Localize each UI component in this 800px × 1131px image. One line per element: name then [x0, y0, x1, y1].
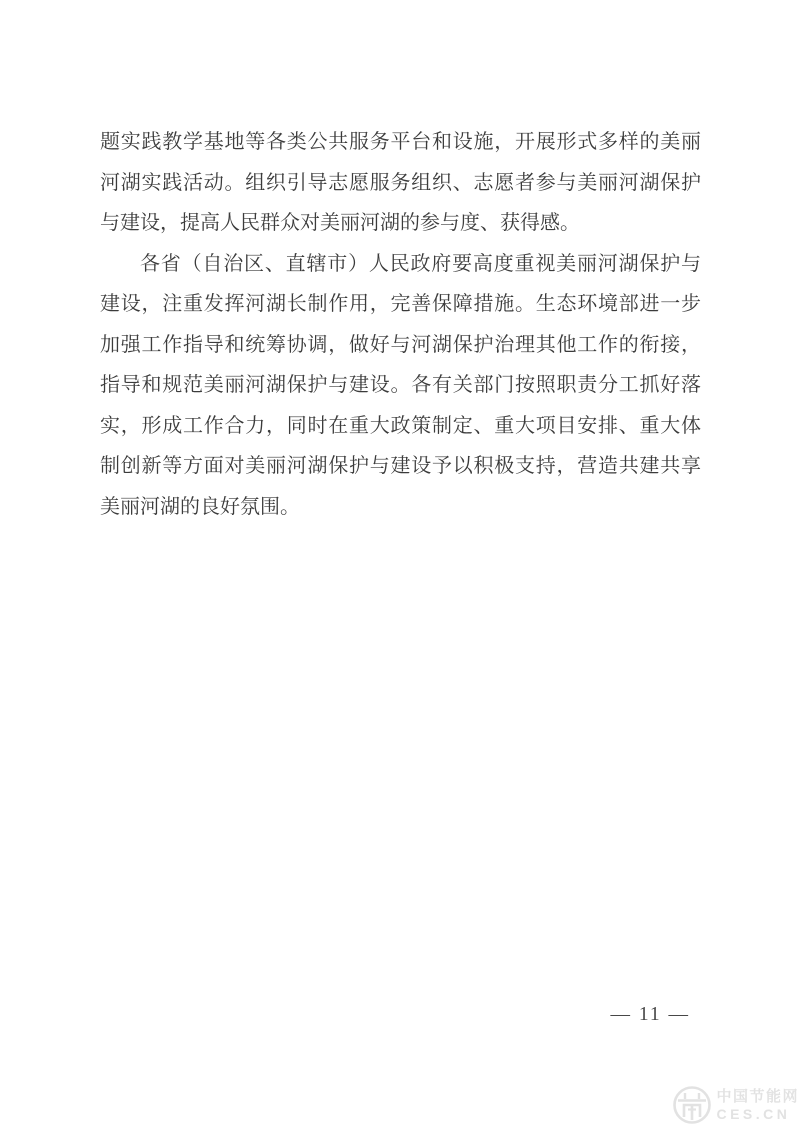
- text-line: 题实践教学基地等各类公共服务平台和设施，开展形式多样的美丽: [100, 131, 701, 153]
- ces-logo-icon: [671, 1084, 713, 1126]
- text-line: 与建设，提高人民群众对美丽河湖的参与度、获得感。: [100, 212, 580, 234]
- text-line: 实，形成工作合力，同时在重大政策制定、重大项目安排、重大体: [100, 414, 701, 437]
- watermark-text: [716, 1088, 799, 1121]
- page-number: — 11 —: [610, 1004, 690, 1025]
- paragraph: [100, 244, 701, 528]
- document-body: [100, 122, 701, 527]
- text-line: 指导和规范美丽河湖保护与建设。各有关部门按照职责分工抓好落: [100, 374, 701, 396]
- watermark: [671, 1084, 799, 1126]
- text-line: 河湖实践活动。组织引导志愿服务组织、志愿者参与美丽河湖保护: [100, 171, 701, 194]
- text-line: 美丽河湖的良好氛围。: [100, 495, 300, 518]
- paragraph: [100, 122, 701, 244]
- text-line: 制创新等方面对美丽河湖保护与建设予以积极支持，营造共建共享: [100, 455, 701, 477]
- watermark-name-en: CES.CN: [716, 1105, 791, 1122]
- text-line: 各省（自治区、直辖市）人民政府要高度重视美丽河湖保护与: [140, 252, 701, 275]
- text-line: 建设，注重发挥河湖长制作用，完善保障措施。生态环境部进一步: [100, 293, 701, 315]
- text-line: 加强工作指导和统筹协调，做好与河湖保护治理其他工作的衔接，: [100, 333, 701, 356]
- watermark-name-cn: 中国节能网: [716, 1088, 799, 1106]
